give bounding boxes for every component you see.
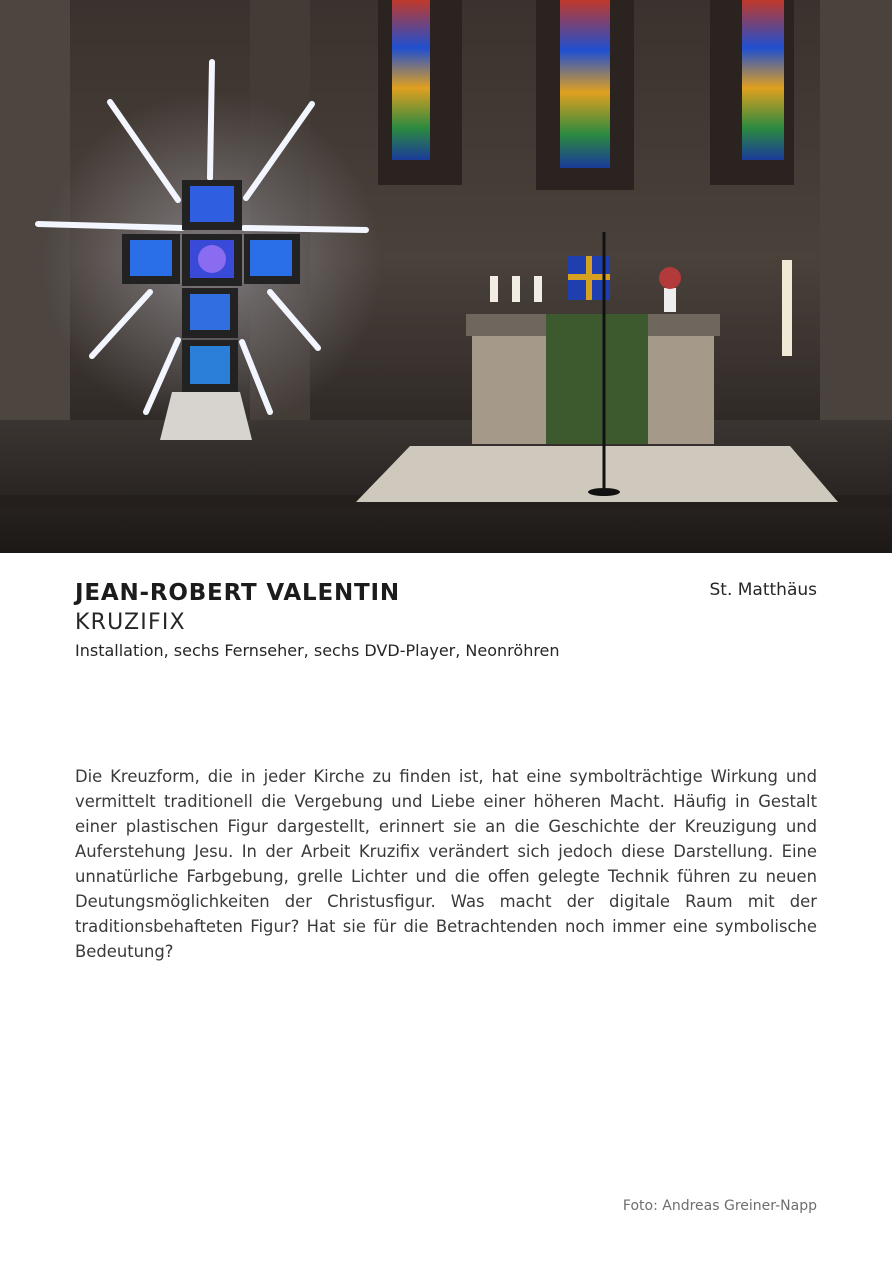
stained-glass-window-right: [742, 0, 784, 160]
photo-credit: Foto: Andreas Greiner-Napp: [622, 1198, 817, 1214]
artwork-title: KRUZIFIX: [75, 610, 186, 635]
stained-glass-window-left: [392, 0, 430, 160]
artwork-materials: Installation, sechs Fernseher, sechs DVD-Player, Neonröhren: [75, 641, 560, 660]
stained-glass-window-center: [560, 0, 610, 168]
church-installation-photo: [0, 0, 892, 553]
artwork-description: Die Kreuzform, die in jeder Kirche zu finden ist, hat eine symbolträchtige Wirkung und vermittelt traditionell die Vergebung und Liebe einer höheren Macht. Häufig in Gestalt einer plastischen Figur dargestellt, erinnert sie an die Geschichte der Kreuzigung und Auferstehung Jesu. In der Arbeit Kruzifix verändert sich jedoch diese Darstellung. Eine unnatürliche Farbgebung, grelle Lichter und die offen gelegte Technik führen zu neuen Deutungsmöglichkeiten der Christusfigur. Was macht der digitale Raum mit der traditionsbehafteten Figur? Hat sie für die Betrachtenden noch immer eine symbolische Bedeutung?: [75, 767, 817, 961]
artist-name: JEAN-ROBERT VALENTIN: [75, 580, 400, 606]
altar-cloth: [546, 314, 648, 444]
location-label: St. Matthäus: [709, 580, 817, 600]
